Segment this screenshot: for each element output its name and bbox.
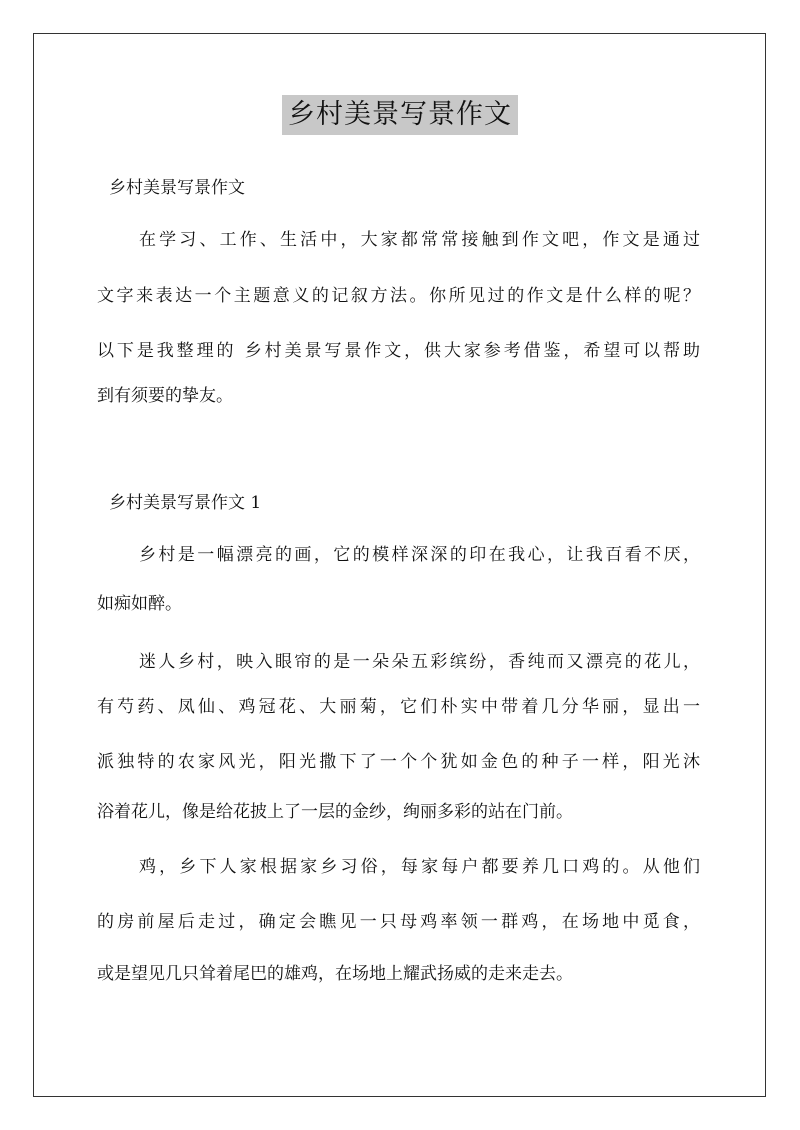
page-title: 乡村美景写景作文 [282,95,518,135]
section-heading: 乡村美景写景作文 1 [109,493,262,513]
paragraph-line: 的房前屋后走过，确定会瞧见一只母鸡率领一群鸡，在场地中觅食， [97,912,700,932]
paragraph-line: 有芍药、凤仙、鸡冠花、大丽菊，它们朴实中带着几分华丽，显出一 [97,697,700,717]
title-block [0,95,800,135]
paragraph-line: 如痴如醉。 [97,594,182,614]
paragraph-line: 鸡，乡下人家根据家乡习俗，每家每户都要养几口鸡的。从他们 [139,857,700,877]
intro-line: 到有须要的挚友。 [97,386,233,406]
subtitle: 乡村美景写景作文 [109,178,245,198]
paragraph-line: 乡村是一幅漂亮的画，它的模样深深的印在我心，让我百看不厌， [139,545,700,565]
paragraph-line: 浴着花儿，像是给花披上了一层的金纱，绚丽多彩的站在门前。 [97,802,573,822]
intro-line: 文字来表达一个主题意义的记叙方法。你所见过的作文是什么样的呢？ [97,286,700,306]
paragraph-line: 迷人乡村，映入眼帘的是一朵朵五彩缤纷，香纯而又漂亮的花儿， [139,652,700,672]
paragraph-line: 或是望见几只耸着尾巴的雄鸡，在场地上耀武扬威的走来走去。 [97,964,573,984]
intro-line: 在学习、工作、生活中，大家都常常接触到作文吧，作文是通过 [139,230,700,250]
intro-line: 以下是我整理的 乡村美景写景作文，供大家参考借鉴，希望可以帮助 [97,341,700,361]
paragraph-line: 派独特的农家风光，阳光撒下了一个个犹如金色的种子一样，阳光沐 [97,752,700,772]
